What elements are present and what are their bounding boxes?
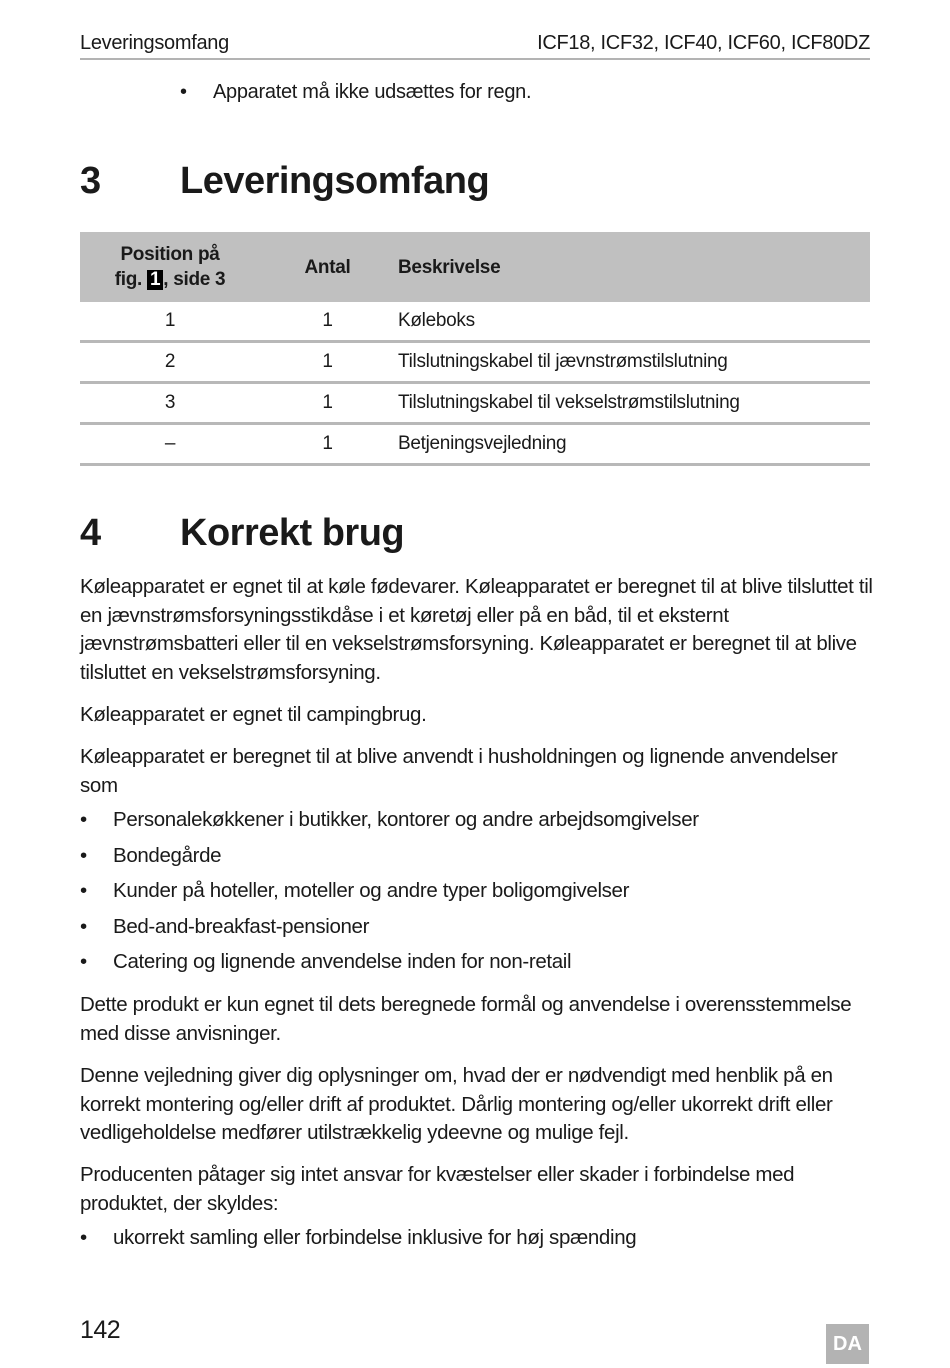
- bullet-icon: •: [80, 879, 87, 902]
- paragraph-camping: Køleapparatet er egnet til campingbrug.: [80, 703, 427, 726]
- page-number: 142: [80, 1316, 121, 1344]
- bullet-icon: •: [80, 843, 87, 867]
- figure-reference-badge: 1: [147, 270, 163, 290]
- delivery-scope-table: [80, 232, 870, 466]
- cell-beskrivelse: Betjeningsvejledning: [395, 424, 870, 465]
- list-item: • Catering og lignende anvendelse inden for non-retail: [80, 948, 870, 984]
- table-row: [80, 302, 870, 342]
- header-model-list: ICF18, ICF32, ICF40, ICF60, ICF80DZ: [537, 32, 870, 54]
- running-header: [80, 30, 870, 60]
- cell-antal: 1: [260, 302, 395, 342]
- table-header-row: [80, 232, 870, 302]
- bullet-icon: •: [80, 1226, 87, 1249]
- paragraph-liability: Producenten påtager sig intet ansvar for kvæstelser eller skader i forbindelse med produktet, der skyldes:: [80, 1163, 795, 1215]
- section-number: 3: [80, 160, 101, 202]
- rain-warning-bullet: [180, 81, 531, 104]
- cell-antal: 1: [260, 383, 395, 424]
- column-header-position: Position på fig. 1 , side 3: [80, 232, 260, 302]
- language-tab: DA: [826, 1324, 869, 1364]
- bullet-icon: •: [80, 808, 87, 831]
- bullet-icon: •: [80, 950, 87, 973]
- section-4-heading: [80, 512, 404, 555]
- bullet-icon: •: [80, 914, 87, 938]
- cell-antal: 1: [260, 342, 395, 383]
- section-number: 4: [80, 512, 101, 554]
- table-row: [80, 424, 870, 465]
- cell-position: 3: [80, 383, 260, 424]
- list-item: • Bed-and-breakfast-pensioner: [80, 913, 870, 949]
- cell-beskrivelse: Tilslutningskabel til vekselstrømstilslutning: [395, 383, 870, 424]
- column-header-antal: Antal: [260, 232, 395, 302]
- paragraph-intended-use: Køleapparatet er egnet til at køle fødevarer. Køleapparatet er beregnet til at blive tilsluttet til en jævnstrømsforsyningsstikdåse i et køretøj eller på en båd, til et eksternt jævnstrømsbatteri eller til en vekselstrømsforsyning. Køleapparatet er beregnet til at blive tilsluttet en vekselstrømsforsyning.: [80, 575, 873, 684]
- cell-antal: 1: [260, 424, 395, 465]
- section-title: Leveringsomfang: [180, 160, 490, 202]
- header-section-title: Leveringsomfang: [80, 32, 229, 54]
- cell-beskrivelse: Tilslutningskabel til jævnstrømstilslutning: [395, 342, 870, 383]
- section-title: Korrekt brug: [180, 512, 405, 554]
- household-uses-list: [80, 806, 870, 984]
- section-3-heading: [80, 160, 489, 203]
- list-item: • Kunder på hoteller, moteller og andre typer boligomgivelser: [80, 877, 870, 913]
- list-item: • Bondegårde: [80, 842, 870, 878]
- paragraph-purpose: Dette produkt er kun egnet til dets beregnede formål og anvendelse i overensstemmelse med disse anvisninger.: [80, 993, 852, 1045]
- column-header-beskrivelse: Beskrivelse: [395, 232, 870, 302]
- table-row: [80, 342, 870, 383]
- table-row: [80, 383, 870, 424]
- cell-beskrivelse: Køleboks: [395, 302, 870, 342]
- bullet-text: Apparatet må ikke udsættes for regn.: [213, 81, 532, 103]
- cell-position: 2: [80, 342, 260, 383]
- paragraph-guide-info: Denne vejledning giver dig oplysninger om, hvad der er nødvendigt med henblik på en korrekt montering og/eller drift af produktet. Dårlig montering og/eller ukorrekt drift eller vedligeholdelse medfører utilstrækkelig ydeevne og mulige fejl.: [80, 1064, 833, 1144]
- cell-position: –: [80, 424, 260, 465]
- bullet-icon: •: [180, 81, 187, 103]
- list-item: • Personalekøkkener i butikker, kontorer og andre arbejdsomgivelser: [80, 806, 870, 842]
- cell-position: 1: [80, 302, 260, 342]
- paragraph-household: Køleapparatet er beregnet til at blive anvendt i husholdningen og lignende anvendelser som: [80, 745, 838, 797]
- liability-list: [80, 1224, 870, 1260]
- list-item: • ukorrekt samling eller forbindelse inklusive for høj spænding: [80, 1224, 870, 1260]
